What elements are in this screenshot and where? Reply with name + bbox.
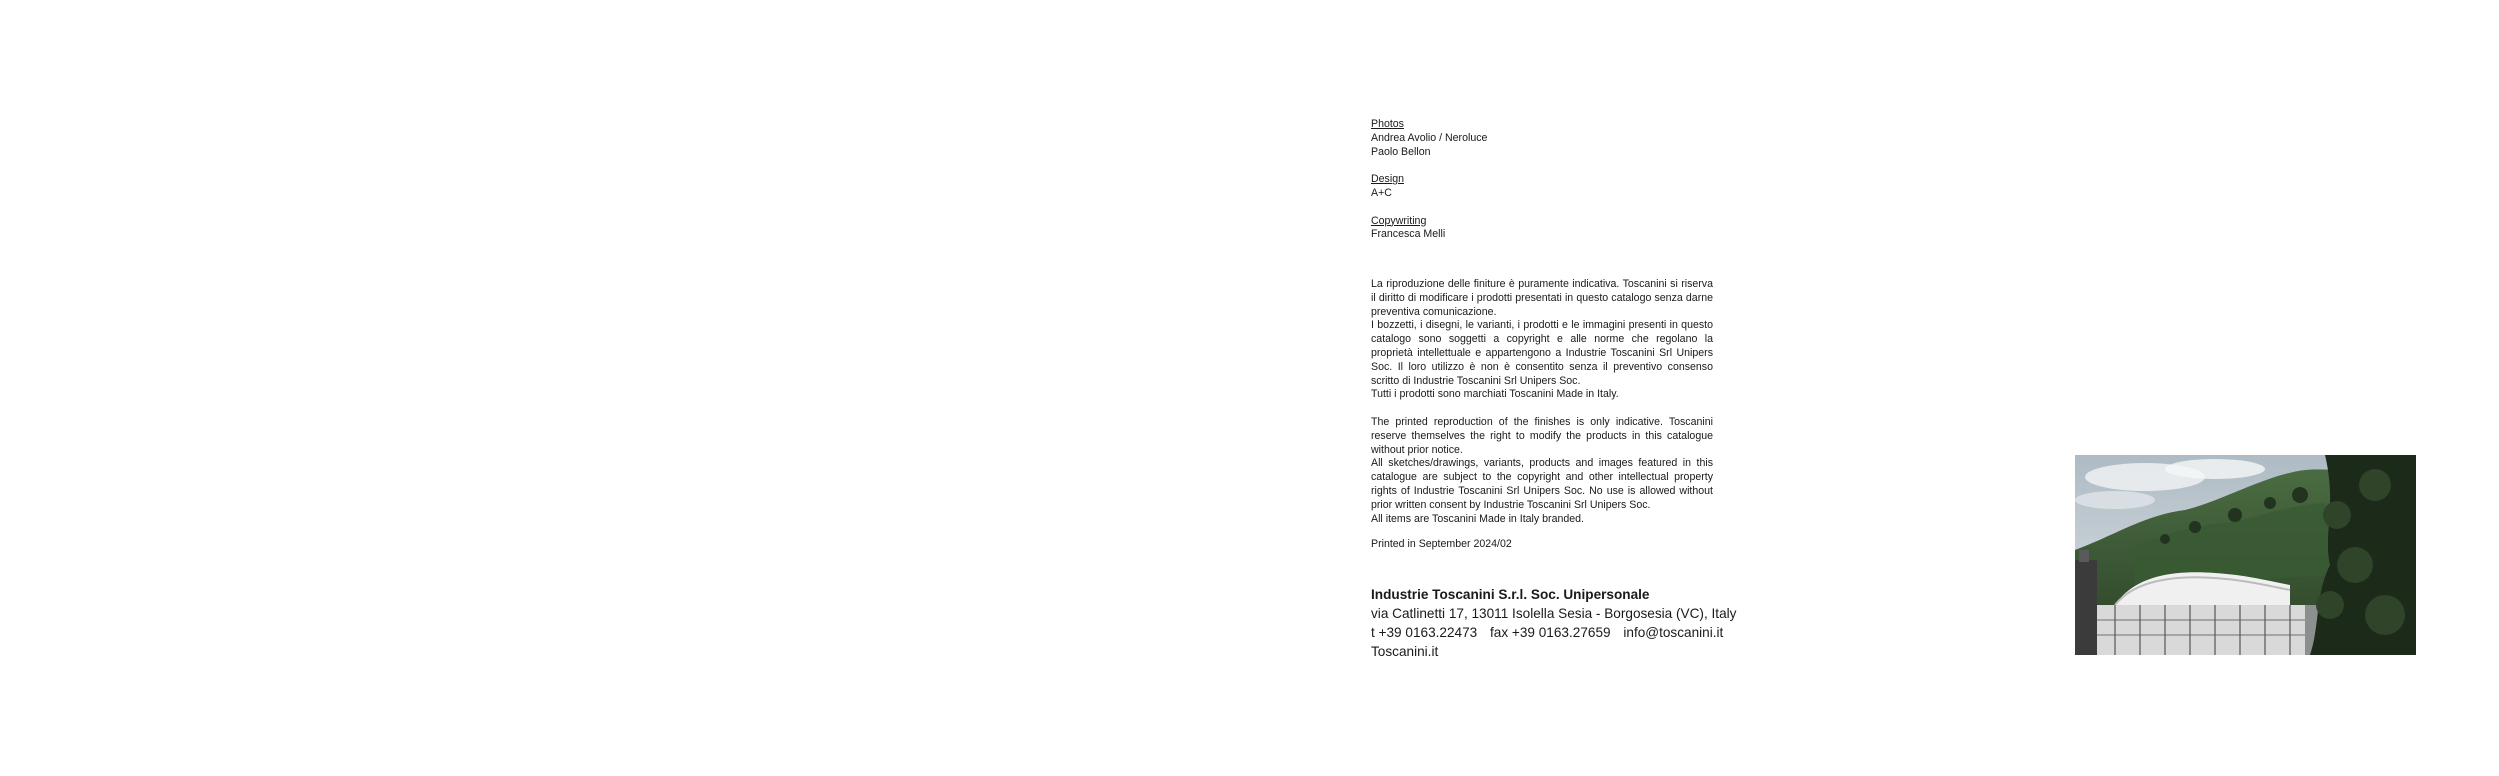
credits-copywriting bbox=[1371, 215, 1715, 243]
credits-copywriting-heading: Copywriting bbox=[1371, 214, 1427, 227]
company-block bbox=[1371, 585, 1736, 661]
credits-photos-name: Andrea Avolio / Neroluce bbox=[1371, 131, 1488, 144]
credits-column bbox=[1371, 118, 1715, 256]
credits-photos-heading: Photos bbox=[1371, 118, 1404, 130]
legal-en-paragraph: All sketches/drawings, variants, products and images featured in this catalogue are subject to the copyright and other intellectual property rights of Industrie Toscanini Srl Unipers Soc. No use is allowed without prior written consent by Industrie Toscanini Srl Unipers Soc. bbox=[1371, 457, 1713, 511]
credits-photos bbox=[1371, 118, 1715, 159]
legal-en-paragraph: The printed reproduction of the finishes is only indicative. Toscanini reserve themselves the right to modify the products in this catalogue without prior notice. bbox=[1371, 415, 1713, 456]
credits-design bbox=[1371, 173, 1715, 201]
company-website[interactable]: Toscanini.it bbox=[1371, 644, 1439, 659]
printed-date: Printed in September 2024/02 bbox=[1371, 538, 1512, 550]
credits-copywriting-name: Francesca Melli bbox=[1371, 228, 1446, 241]
factory-building-photo bbox=[2075, 455, 2416, 655]
credits-photos-name: Paolo Bellon bbox=[1371, 145, 1431, 158]
company-name: Industrie Toscanini S.r.l. Soc. Unipersonale bbox=[1371, 587, 1650, 602]
company-phone: t +39 0163.22473 bbox=[1371, 625, 1478, 640]
legal-en-paragraph: All items are Toscanini Made in Italy branded. bbox=[1371, 512, 1584, 525]
legal-it-paragraph: La riproduzione delle finiture è puramente indicativa. Toscanini si riserva il diritto di modificare i prodotti presentati in questo catalogo senza darne preventiva comunicazione. bbox=[1371, 278, 1713, 318]
company-contact bbox=[1371, 623, 1736, 642]
company-email[interactable]: info@toscanini.it bbox=[1623, 625, 1724, 640]
company-fax: fax +39 0163.27659 bbox=[1490, 625, 1611, 640]
legal-it-paragraph: Tutti i prodotti sono marchiati Toscanini Made in Italy. bbox=[1371, 388, 1619, 401]
credits-design-heading: Design bbox=[1371, 173, 1404, 186]
legal-notice bbox=[1371, 278, 1713, 526]
credits-design-name: A+C bbox=[1371, 186, 1392, 199]
legal-it-paragraph: I bozzetti, i disegni, le varianti, i prodotti e le immagini presenti in questo catalogo sono soggetti a copyright e alle norme che regolano la proprietà intellettuale e appartengono a Industrie Toscanini Srl Unipers Soc. Il loro utilizzo è non è consentito senza il preventivo consenso scritto di Industrie Toscanini Srl Unipers Soc. bbox=[1371, 319, 1713, 387]
company-address: via Catlinetti 17, 13011 Isolella Sesia - Borgosesia (VC), Italy bbox=[1371, 606, 1737, 621]
